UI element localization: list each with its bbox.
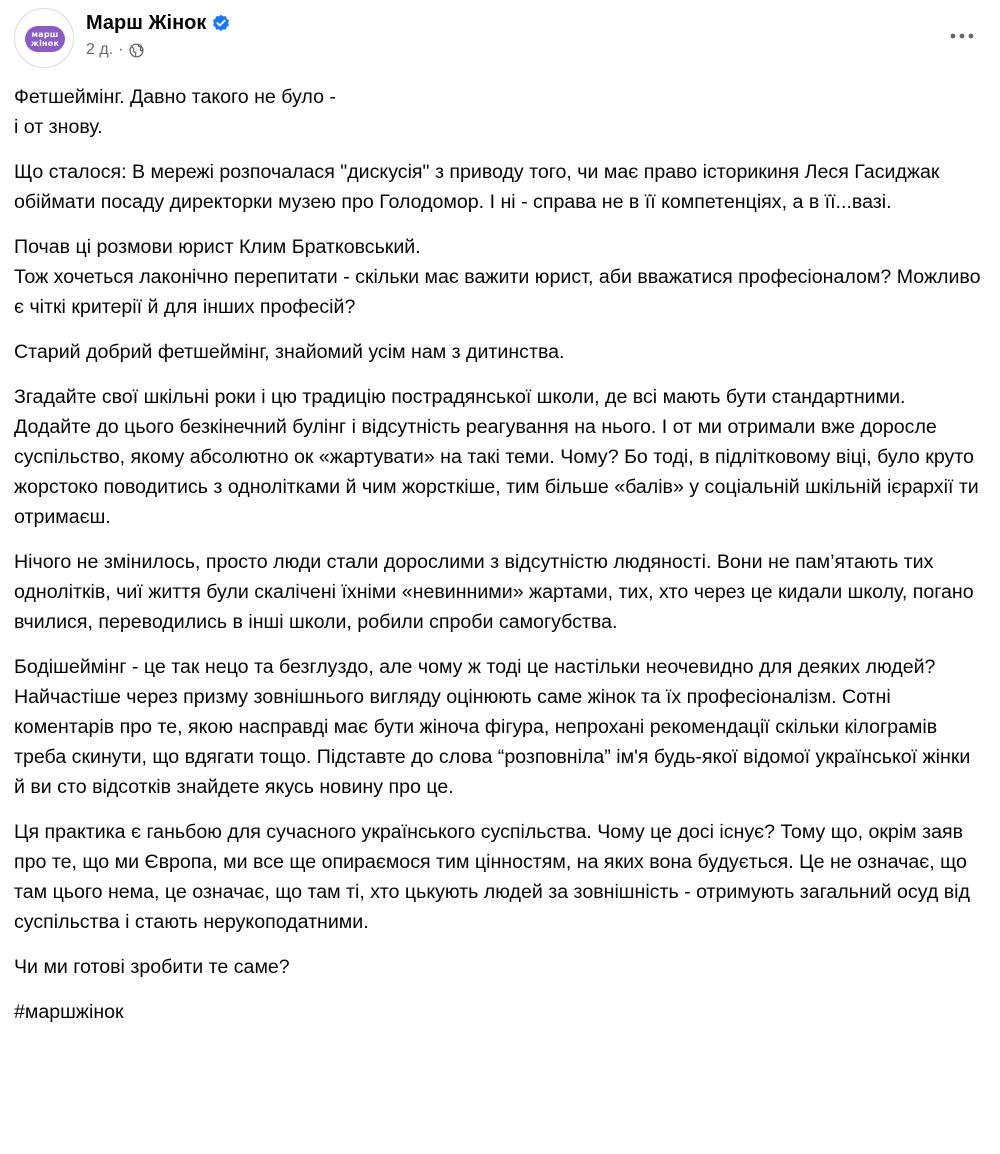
- text-line: Тож хочеться лаконічно перепитати - скільки має важити юрист, аби вважатися професіоналом? Можливо є чіткі критерії й для інших професій?: [14, 266, 981, 318]
- paragraph: [14, 337, 986, 367]
- page-name-row: [86, 10, 230, 36]
- text-line: Згадайте свої шкільні роки і цю традицію пострадянської школи, де всі мають бути стандартними. Додайте до цього безкінечний булінг і відсутність реагування на нього. І от ми отримали вже доросле суспільство, якому абсолютно ок «жартувати» на такі теми. Чому? Бо тоді, в підлітковому віці, було круто жорстоко поводитись з однолітками й чим жорсткіше, тим більше «балів» у соціальній шкільній ієрархії ти отримаєш.: [14, 386, 979, 528]
- paragraph: [14, 547, 986, 637]
- text-line: Фетшеймінг. Давно такого не було -: [14, 86, 336, 108]
- paragraph: [14, 82, 986, 142]
- avatar[interactable]: [14, 8, 74, 68]
- paragraph: [14, 157, 986, 217]
- paragraph: [14, 652, 986, 802]
- paragraph: [14, 382, 986, 532]
- text-line: Що сталося: В мережі розпочалася "дискусія" з приводу того, чи має право історикиня Леся Гасиджак обіймати посаду директорки музею про Голодомор. І ні - справа не в її компетенціях, а в її...вазі.: [14, 161, 940, 213]
- paragraph: [14, 817, 986, 937]
- more-horizontal-icon: [949, 27, 975, 45]
- verified-badge-icon: [212, 14, 230, 32]
- post-meta: [86, 40, 144, 60]
- text-line: Нічого не змінилось, просто люди стали дорослими з відсутністю людяності. Вони не пам’ятають тих однолітків, чиї життя були скалічені їхніми «невинними» жартами, тих, хто через це кидали школу, погано вчилися, переводились в інші школи, робили спроби самогубства.: [14, 551, 974, 633]
- paragraph: [14, 997, 986, 1027]
- globe-icon[interactable]: [129, 43, 144, 58]
- meta-separator: ·: [118, 41, 124, 58]
- text-line: Бодішеймінг - це так нецо та безглуздо, але чому ж тоді це настільки неочевидно для деяких людей?: [14, 656, 936, 678]
- more-options-button[interactable]: [944, 18, 980, 54]
- text-line: Почав ці розмови юрист Клим Братковський.: [14, 236, 421, 258]
- logo-text-line1: марш: [31, 30, 59, 39]
- marsh-zhinok-logo: [25, 26, 65, 52]
- post-text: [14, 82, 986, 1042]
- paragraph: [14, 952, 986, 982]
- post-header: [14, 8, 986, 70]
- text-line: Ця практика є ганьбою для сучасного українського суспільства. Чому це досі існує? Тому що, окрім заяв про те, що ми Європа, ми все ще опираємося тим цінностям, на яких вона будується. Це не означає, що там цього нема, це означає, що там ті, хто цькують людей за зовнішність - отримують загальний осуд від суспільства і стають нерукоподатними.: [14, 821, 970, 933]
- text-line: і от знову.: [14, 116, 103, 138]
- text-line: Найчастіше через призму зовнішнього вигляду оцінюють саме жінок та їх професіоналізм. Сотні коментарів про те, якою насправді має бути жіноча фігура, непрохані рекомендації скільки кілограмів треба скинути, що вдягати тощо. Підставте до слова “розповніла” ім'я будь-якої відомої української жінки й ви сто відсотків знайдете якусь новину про це.: [14, 686, 971, 798]
- logo-text-line2: жінок: [30, 39, 60, 48]
- hashtag-link[interactable]: #маршжінок: [14, 1001, 124, 1023]
- paragraph: [14, 232, 986, 322]
- text-line: Чи ми готові зробити те саме?: [14, 956, 290, 978]
- post-timestamp[interactable]: 2 д.: [86, 41, 114, 58]
- page-name[interactable]: Марш Жінок: [86, 11, 207, 34]
- text-line: Старий добрий фетшеймінг, знайомий усім нам з дитинства.: [14, 341, 565, 363]
